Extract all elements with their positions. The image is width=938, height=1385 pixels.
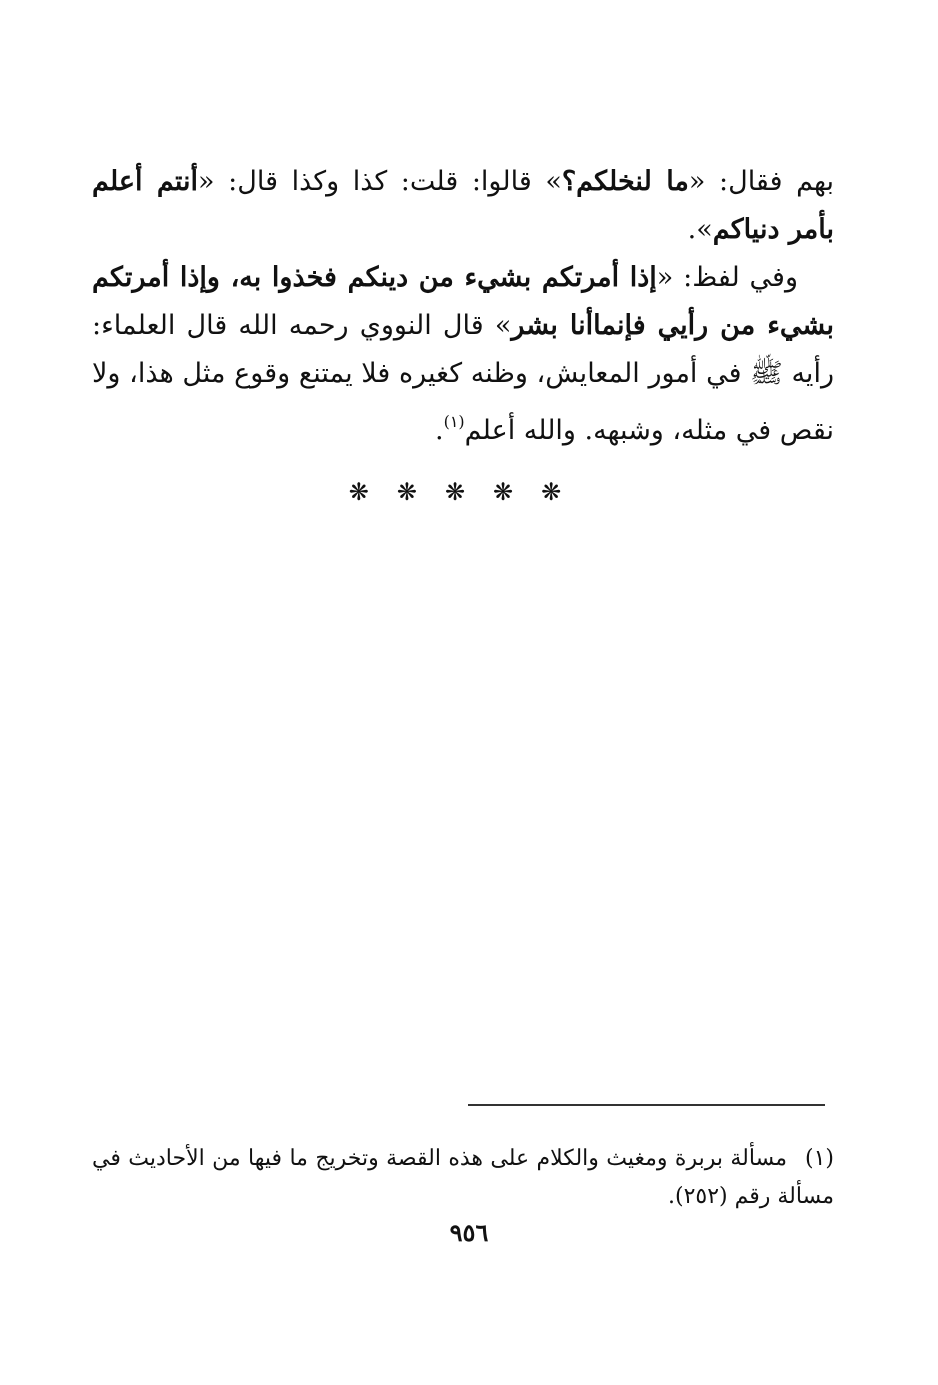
paragraph-1 [92, 158, 834, 254]
p1-quote-1: ما لنخلكم؟ [561, 166, 689, 197]
p1-middle: » قالوا: قلت: كذا وكذا قال: « [198, 166, 562, 197]
separator-star-icon: ❋ [348, 478, 397, 506]
footnote-divider [468, 1104, 825, 1106]
section-separator [0, 478, 938, 506]
separator-star-icon: ❋ [396, 478, 445, 506]
footnote-line [92, 1140, 834, 1216]
p1-end: ». [687, 214, 713, 245]
page-number: ٩٥٦ [449, 1218, 489, 1247]
separator-star-icon: ❋ [493, 478, 542, 506]
paragraph-2 [92, 254, 834, 455]
main-text [92, 158, 834, 455]
p1-quote-2: أنتم أعلم بأمر دنياكم [92, 166, 834, 245]
p2-intro: وفي لفظ: « [656, 262, 799, 293]
footnote-text: مسألة بربرة ومغيث والكلام على هذه القصة وتخريج ما فيها من الأحاديث في مسألة رقم (٢٥٢). [92, 1146, 834, 1209]
footnote [92, 1140, 834, 1216]
p2-end: . [434, 415, 444, 446]
footnote-number: (١) [804, 1146, 834, 1171]
p2-commentary: » قال النووي رحمه الله قال العلماء: رأيه ﷺ في أمور المعايش، وظنه كغيره فلا يمتنع وقوع مثل هذا، ولا نقص في مثله، وشبهه. والله أعلم [92, 310, 834, 446]
footnote-reference[interactable]: (١) [443, 412, 465, 431]
p2-quote: إذا أمرتكم بشيء من دينكم فخذوا به، وإذا أمرتكم بشيء من رأيي فإنماأنا بشر [92, 262, 834, 341]
separator-star-icon: ❋ [444, 478, 494, 506]
separator-star-icon: ❋ [541, 478, 590, 506]
p1-intro: بهم فقال: « [688, 166, 834, 197]
